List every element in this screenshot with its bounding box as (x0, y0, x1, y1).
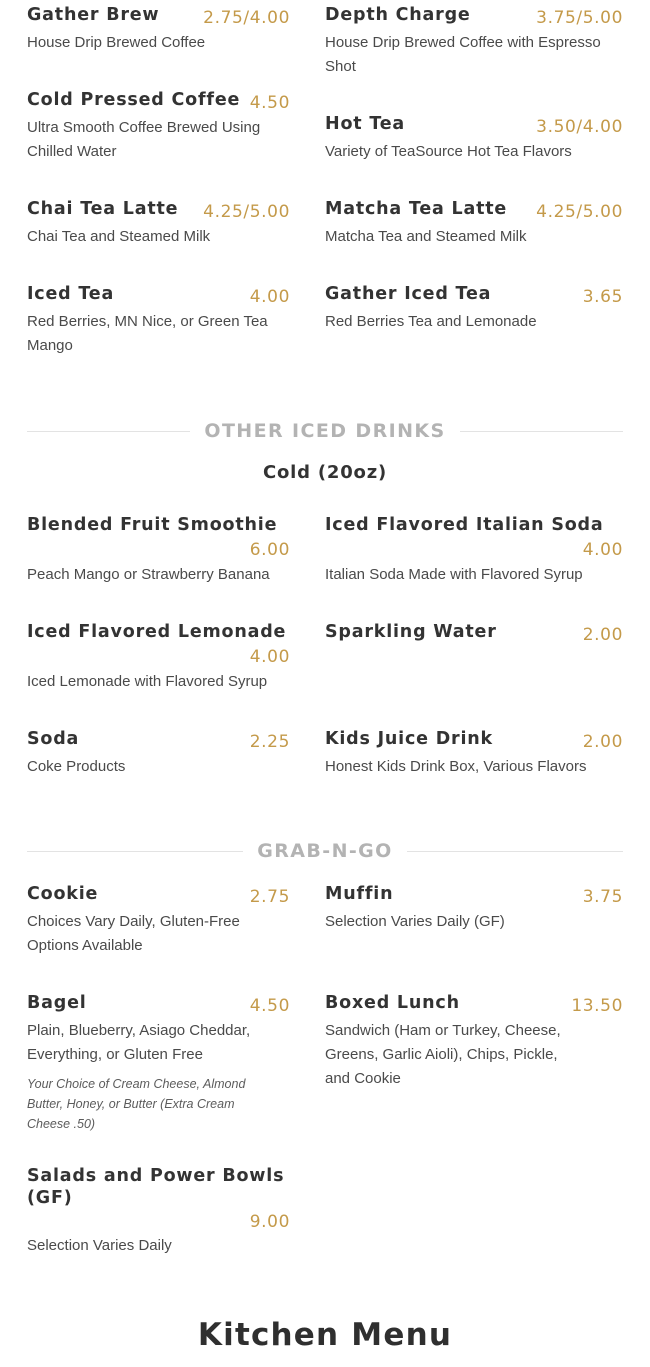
item-price: 4.25/5.00 (203, 202, 290, 222)
item-price: 2.25 (249, 732, 290, 752)
section-subtitle: Cold (20oz) (262, 462, 388, 483)
menu-item-blended-fruit-smoothie (27, 514, 290, 590)
item-name: Hot Tea (325, 114, 406, 134)
item-name: Muffin (325, 884, 394, 904)
item-description: Red Berries, MN Nice, or Green Tea Mango (27, 313, 268, 354)
item-price: 4.50 (249, 996, 290, 1016)
menu-item-boxed-lunch (325, 992, 623, 1092)
item-price: 13.50 (571, 996, 623, 1016)
item-name: Soda (27, 729, 80, 749)
menu-item-kids-juice-drink (325, 728, 623, 780)
section-title-grab-n-go (0, 839, 650, 863)
menu-item-cookie (27, 883, 290, 959)
item-description: Honest Kids Drink Box, Various Flavors (325, 758, 587, 775)
item-price: 3.50/4.00 (536, 117, 623, 137)
menu-item-depth-charge (325, 4, 623, 80)
item-price: 2.00 (582, 625, 623, 645)
item-price: 4.25/5.00 (536, 202, 623, 222)
item-price: 4.00 (582, 540, 623, 560)
item-name: Bagel (27, 993, 87, 1013)
item-name: Cookie (27, 884, 99, 904)
item-price: 4.50 (249, 93, 290, 113)
menu-item-iced-flavored-lemonade (27, 621, 290, 697)
item-name: Gather Brew (27, 5, 160, 25)
item-name: Matcha Tea Latte (325, 199, 508, 219)
item-description: Italian Soda Made with Flavored Syrup (325, 566, 583, 583)
item-price: 2.00 (582, 732, 623, 752)
section-title-text: GRAB-N-GO (243, 840, 406, 862)
item-name: Gather Iced Tea (325, 284, 492, 304)
item-description: Sandwich (Ham or Turkey, Cheese, Greens, Garlic Aioli), Chips, Pickle, and Cookie (325, 1022, 561, 1087)
item-name: Iced Tea (27, 284, 115, 304)
item-name: Cold Pressed Coffee (27, 90, 241, 110)
item-price: 3.65 (582, 287, 623, 307)
menu-item-salads-and-power-bowls (27, 1165, 290, 1261)
item-name: Kids Juice Drink (325, 729, 493, 749)
item-price: 2.75 (249, 887, 290, 907)
item-price: 6.00 (249, 540, 290, 560)
item-description: Matcha Tea and Steamed Milk (325, 228, 527, 245)
item-name: Iced Flavored Italian Soda (325, 515, 604, 535)
section-title-text: OTHER ICED DRINKS (190, 420, 459, 442)
item-name: Depth Charge (325, 5, 471, 25)
item-name: Blended Fruit Smoothie (27, 515, 278, 535)
menu-item-matcha-tea-latte (325, 198, 623, 250)
menu-item-chai-tea-latte (27, 198, 290, 250)
item-name: Chai Tea Latte (27, 199, 179, 219)
item-name: Sparkling Water (325, 622, 497, 642)
item-price: 2.75/4.00 (203, 8, 290, 28)
item-description: Peach Mango or Strawberry Banana (27, 566, 270, 583)
menu-item-iced-tea (27, 283, 290, 359)
menu-item-soda (27, 728, 290, 780)
item-description: Coke Products (27, 758, 126, 775)
section-title-iced-drinks (0, 419, 650, 443)
item-description: Choices Vary Daily, Gluten-Free Options Available (27, 913, 240, 954)
item-price: 4.00 (249, 287, 290, 307)
item-name: Iced Flavored Lemonade (27, 622, 287, 642)
item-note: Your Choice of Cream Cheese, Almond Butter, Honey, or Butter (Extra Cream Cheese .50) (27, 1077, 246, 1131)
item-description: Plain, Blueberry, Asiago Cheddar, Everything, or Gluten Free (27, 1022, 251, 1063)
item-price: 4.00 (249, 647, 290, 667)
menu-item-gather-brew (27, 4, 290, 56)
item-name: Boxed Lunch (325, 993, 460, 1013)
item-name: Salads and Power Bowls (GF) (27, 1166, 285, 1208)
item-description: Red Berries Tea and Lemonade (325, 313, 537, 330)
menu-item-iced-flavored-italian-soda (325, 514, 623, 590)
menu-item-muffin (325, 883, 623, 935)
item-description: House Drip Brewed Coffee with Espresso Shot (325, 34, 601, 75)
item-description: House Drip Brewed Coffee (27, 34, 206, 51)
item-price: 9.00 (249, 1212, 290, 1232)
menu-item-gather-iced-tea (325, 283, 623, 335)
item-price: 3.75/5.00 (536, 8, 623, 28)
item-description: Iced Lemonade with Flavored Syrup (27, 673, 268, 690)
item-description: Variety of TeaSource Hot Tea Flavors (325, 143, 572, 160)
item-description: Selection Varies Daily (GF) (325, 913, 505, 930)
item-description: Ultra Smooth Coffee Brewed Using Chilled Water (27, 119, 261, 160)
menu-item-hot-tea (325, 113, 623, 165)
item-price: 3.75 (582, 887, 623, 907)
menu-item-bagel (27, 992, 290, 1136)
item-description: Chai Tea and Steamed Milk (27, 228, 211, 245)
menu-item-cold-pressed-coffee (27, 89, 290, 165)
item-description: Selection Varies Daily (27, 1237, 172, 1254)
kitchen-menu-heading: Kitchen Menu (197, 1317, 453, 1353)
menu-item-sparkling-water (325, 621, 623, 651)
